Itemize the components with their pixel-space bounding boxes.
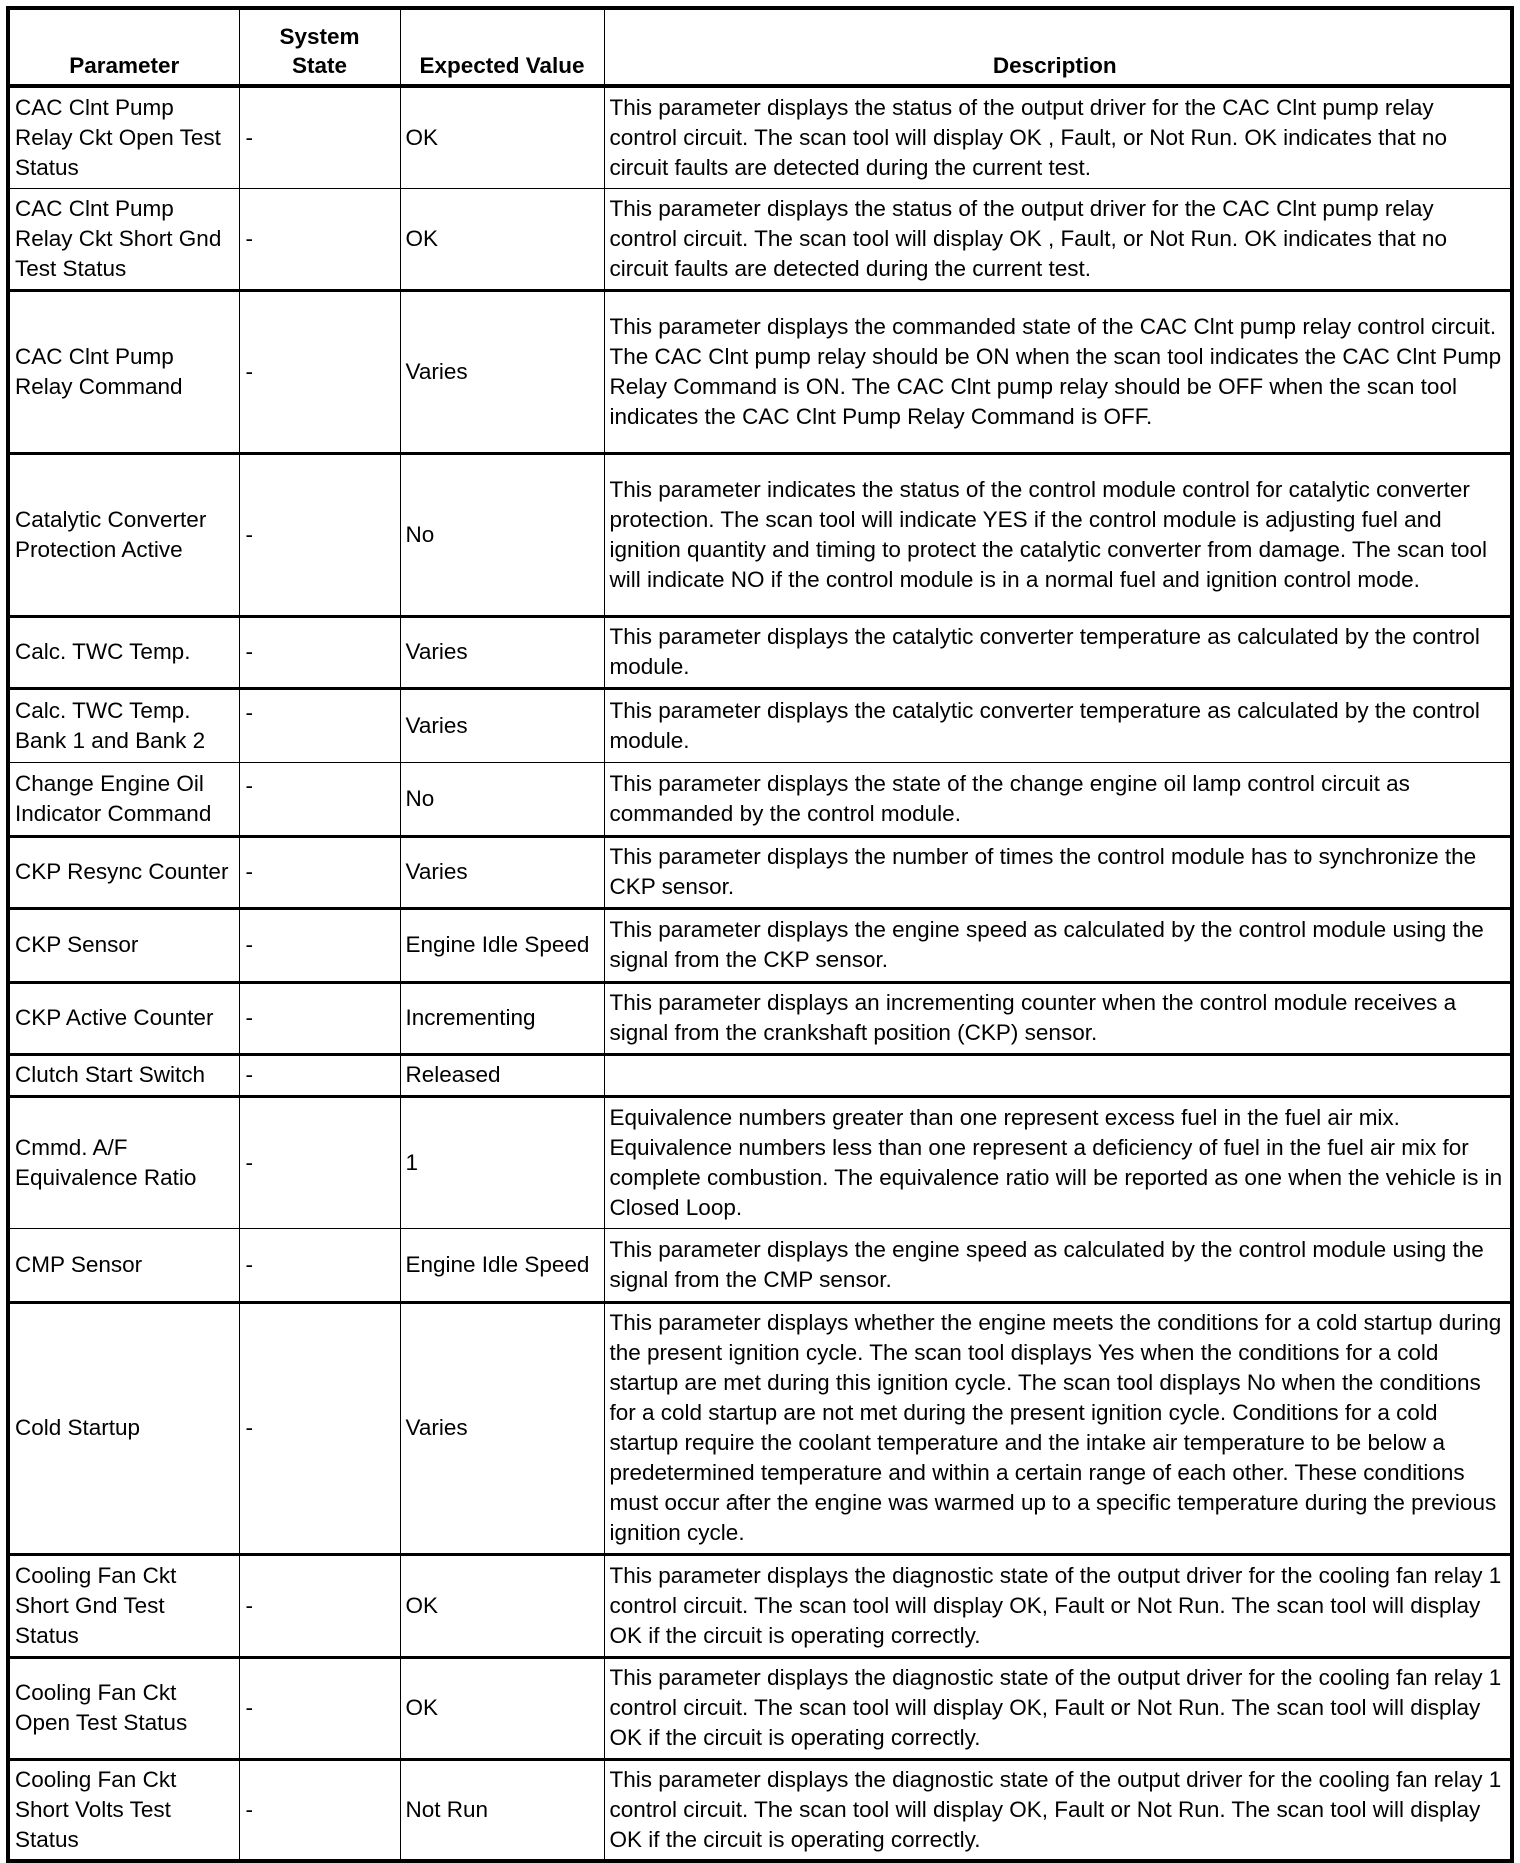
header-row — [8, 8, 1512, 86]
description-cell: This parameter displays the engine speed as calculated by the control module using the signal from the CKP sensor. — [604, 908, 1512, 982]
description-cell: This parameter displays the status of the output driver for the CAC Clnt pump relay control circuit. The scan tool will display OK , Fault, or Not Run. OK indicates that no circuit faults are detected during the current test. — [604, 86, 1512, 188]
system-state-cell: - — [239, 1657, 400, 1759]
system-state-cell: - — [239, 86, 400, 188]
description-cell: This parameter displays the catalytic converter temperature as calculated by the control module. — [604, 616, 1512, 688]
description-cell: This parameter displays the status of the output driver for the CAC Clnt pump relay control circuit. The scan tool will display OK , Fault, or Not Run. OK indicates that no circuit faults are detected during the current test. — [604, 188, 1512, 290]
parameter-cell: CKP Active Counter — [8, 982, 239, 1054]
table-row — [8, 1096, 1512, 1228]
expected-value-cell: Varies — [400, 1302, 604, 1554]
description-cell: This parameter displays the number of times the control module has to synchronize the CKP sensor. — [604, 836, 1512, 908]
system-state-cell: - — [239, 453, 400, 616]
expected-value-cell: No — [400, 762, 604, 836]
system-state-cell: - — [239, 290, 400, 453]
system-state-cell: - — [239, 1054, 400, 1096]
system-state-cell: - — [239, 616, 400, 688]
system-state-cell: - — [239, 688, 400, 762]
description-cell: Equivalence numbers greater than one represent excess fuel in the fuel air mix. Equivalence numbers less than one represent a deficiency of fuel in the fuel air mix for complete combustion. The equivalence ratio will be reported as one when the vehicle is in Closed Loop. — [604, 1096, 1512, 1228]
expected-value-cell: Engine Idle Speed — [400, 908, 604, 982]
header-system-state-label: System State — [279, 24, 360, 78]
table-row — [8, 188, 1512, 290]
expected-value-cell: Incrementing — [400, 982, 604, 1054]
description-cell: This parameter displays the diagnostic state of the output driver for the cooling fan relay 1 control circuit. The scan tool will display OK, Fault or Not Run. The scan tool will display OK if the circuit is operating correctly. — [604, 1657, 1512, 1759]
table-row — [8, 86, 1512, 188]
table-row — [8, 1657, 1512, 1759]
expected-value-cell: Varies — [400, 688, 604, 762]
description-cell — [604, 1054, 1512, 1096]
expected-value-cell: No — [400, 453, 604, 616]
table-row — [8, 1554, 1512, 1657]
table-row — [8, 1759, 1512, 1861]
parameter-cell: Clutch Start Switch — [8, 1054, 239, 1096]
table-row — [8, 836, 1512, 908]
expected-value-cell: Varies — [400, 616, 604, 688]
expected-value-cell: OK — [400, 86, 604, 188]
parameter-cell: CAC Clnt Pump Relay Ckt Short Gnd Test Status — [8, 188, 239, 290]
table-row — [8, 762, 1512, 836]
parameter-cell: Cooling Fan Ckt Short Gnd Test Status — [8, 1554, 239, 1657]
table-row — [8, 1054, 1512, 1096]
parameter-cell: CAC Clnt Pump Relay Ckt Open Test Status — [8, 86, 239, 188]
expected-value-cell: Varies — [400, 290, 604, 453]
header-description: Description — [604, 8, 1512, 86]
table-row — [8, 908, 1512, 982]
table-row — [8, 1228, 1512, 1302]
parameter-cell: Cmmd. A/F Equivalence Ratio — [8, 1096, 239, 1228]
parameter-cell: CKP Resync Counter — [8, 836, 239, 908]
expected-value-cell: 1 — [400, 1096, 604, 1228]
parameter-cell: Calc. TWC Temp. Bank 1 and Bank 2 — [8, 688, 239, 762]
parameter-cell: Cooling Fan Ckt Open Test Status — [8, 1657, 239, 1759]
system-state-cell: - — [239, 1554, 400, 1657]
description-cell: This parameter displays whether the engine meets the conditions for a cold startup during the present ignition cycle. The scan tool displays Yes when the conditions for a cold startup are met during this ignition cycle. The scan tool displays No when the conditions for a cold startup are not met during the present ignition cycle. Conditions for a cold startup require the coolant temperature and the intake air temperature to be below a predetermined temperature and within a certain range of each other. These conditions must occur after the engine was warmed up to a specific temperature during the previous ignition cycle. — [604, 1302, 1512, 1554]
system-state-cell: - — [239, 1759, 400, 1861]
description-cell: This parameter displays the diagnostic state of the output driver for the cooling fan relay 1 control circuit. The scan tool will display OK, Fault or Not Run. The scan tool will display OK if the circuit is operating correctly. — [604, 1554, 1512, 1657]
system-state-cell: - — [239, 1302, 400, 1554]
expected-value-cell: OK — [400, 1554, 604, 1657]
expected-value-cell: Not Run — [400, 1759, 604, 1861]
system-state-cell: - — [239, 1228, 400, 1302]
expected-value-cell: OK — [400, 1657, 604, 1759]
expected-value-cell: OK — [400, 188, 604, 290]
system-state-cell: - — [239, 836, 400, 908]
table-row — [8, 290, 1512, 453]
table-row — [8, 982, 1512, 1054]
description-cell: This parameter displays an incrementing counter when the control module receives a signal from the crankshaft position (CKP) sensor. — [604, 982, 1512, 1054]
description-cell: This parameter displays the state of the change engine oil lamp control circuit as commanded by the control module. — [604, 762, 1512, 836]
header-parameter: Parameter — [8, 8, 239, 86]
description-cell: This parameter displays the commanded state of the CAC Clnt pump relay control circuit. The CAC Clnt pump relay should be ON when the scan tool indicates the CAC Clnt Pump Relay Command is ON. The CAC Clnt pump relay should be OFF when the scan tool indicates the CAC Clnt Pump Relay Command is OFF. — [604, 290, 1512, 453]
header-system-state — [239, 8, 400, 86]
expected-value-cell: Varies — [400, 836, 604, 908]
parameter-cell: Cooling Fan Ckt Short Volts Test Status — [8, 1759, 239, 1861]
description-cell: This parameter displays the engine speed as calculated by the control module using the signal from the CMP sensor. — [604, 1228, 1512, 1302]
description-cell: This parameter indicates the status of the control module control for catalytic converter protection. The scan tool will indicate YES if the control module is adjusting fuel and ignition quantity and timing to protect the catalytic converter from damage. The scan tool will indicate NO if the control module is in a normal fuel and ignition control mode. — [604, 453, 1512, 616]
expected-value-cell: Engine Idle Speed — [400, 1228, 604, 1302]
parameter-cell: Change Engine Oil Indicator Command — [8, 762, 239, 836]
system-state-cell: - — [239, 908, 400, 982]
parameter-cell: Calc. TWC Temp. — [8, 616, 239, 688]
system-state-cell: - — [239, 1096, 400, 1228]
parameter-cell: Catalytic Converter Protection Active — [8, 453, 239, 616]
system-state-cell: - — [239, 982, 400, 1054]
system-state-cell: - — [239, 762, 400, 836]
parameter-cell: CKP Sensor — [8, 908, 239, 982]
parameter-table — [6, 6, 1514, 1863]
system-state-cell: - — [239, 188, 400, 290]
table-row — [8, 1302, 1512, 1554]
table-row — [8, 453, 1512, 616]
parameter-cell: Cold Startup — [8, 1302, 239, 1554]
header-expected-value: Expected Value — [400, 8, 604, 86]
table-row — [8, 616, 1512, 688]
description-cell: This parameter displays the diagnostic state of the output driver for the cooling fan relay 1 control circuit. The scan tool will display OK, Fault or Not Run. The scan tool will display OK if the circuit is operating correctly. — [604, 1759, 1512, 1861]
expected-value-cell: Released — [400, 1054, 604, 1096]
parameter-cell: CMP Sensor — [8, 1228, 239, 1302]
table-row — [8, 688, 1512, 762]
parameter-cell: CAC Clnt Pump Relay Command — [8, 290, 239, 453]
description-cell: This parameter displays the catalytic converter temperature as calculated by the control module. — [604, 688, 1512, 762]
